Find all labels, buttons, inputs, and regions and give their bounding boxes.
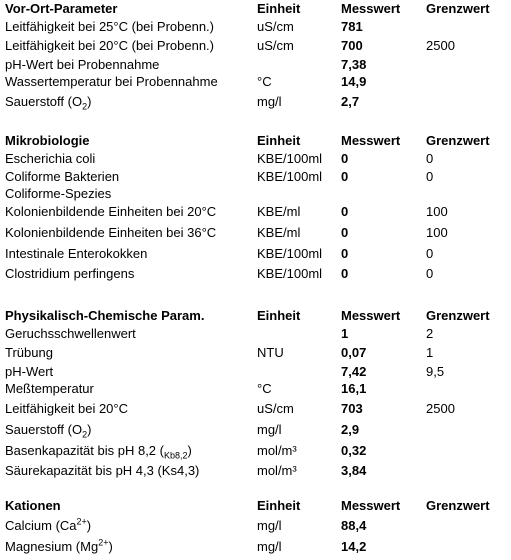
unit: mol/m³ [257,443,297,458]
unit: uS/cm [257,38,294,53]
unit: KBE/ml [257,225,301,240]
measured-value: 2,9 [341,422,360,437]
param-name: Säurekapazität bis pH 4,3 (Ks4,3) [5,463,200,478]
measured-value: 14,2 [341,539,367,554]
param-name: Geruchsschwellenwert [5,326,136,341]
param-name: Clostridium perfingens [5,266,135,281]
table-row [0,150,511,168]
col-header-limit: Grenzwert [426,133,490,148]
measured-value: 0 [341,225,349,240]
unit: °C [257,74,272,89]
unit: uS/cm [257,401,294,416]
table-row [0,56,511,74]
table-row [0,73,511,91]
unit: mg/l [257,518,282,533]
measured-value: 0,07 [341,345,367,360]
table-row [0,380,511,398]
limit-value: 2 [426,326,434,341]
param-name: Leitfähigkeit bei 25°C (bei Probenn.) [5,19,214,34]
unit: uS/cm [257,19,294,34]
section-title: Physikalisch-Chemische Param. [5,308,205,323]
param-name: Basenkapazität bis pH 8,2 $(_{Kb8,2})$ [5,443,192,461]
unit: mg/l [257,539,282,554]
param-name: Magnesium $(Mg^{2+})$ [5,537,113,554]
unit: mg/l [257,94,282,109]
param-name: Trübung [5,345,53,360]
unit: KBE/100ml [257,266,323,281]
table-row [0,18,511,36]
limit-value: 0 [426,266,434,281]
col-header-unit: Einheit [257,498,301,513]
measured-value: 88,4 [341,518,367,533]
measured-value: 781 [341,19,363,34]
col-header-limit: Grenzwert [426,1,490,16]
table-row [0,168,511,186]
unit: KBE/ml [257,204,301,219]
measured-value: 0 [341,246,349,261]
measured-value: 0 [341,266,349,281]
section-title: Mikrobiologie [5,133,90,148]
measured-value: 703 [341,401,363,416]
unit: KBE/100ml [257,169,323,184]
table-row [0,185,511,203]
param-name: Escherichia coli [5,151,96,166]
unit: °C [257,381,272,396]
table-row [0,462,511,480]
table-row [0,517,511,535]
col-header-unit: Einheit [257,1,301,16]
param-name: Sauerstoff $(O_2)$ [5,94,92,112]
param-name: Kolonienbildende Einheiten bei 20°C [5,204,217,219]
measured-value: 16,1 [341,381,367,396]
measured-value: 1 [341,326,349,341]
measured-value: 0,32 [341,443,367,458]
unit: mg/l [257,422,282,437]
section-header-kationen [0,497,511,515]
table-row [0,538,511,556]
param-name: pH-Wert [5,364,54,379]
col-header-value: Messwert [341,498,401,513]
table-row [0,421,511,439]
unit: NTU [257,345,284,360]
unit: KBE/100ml [257,246,323,261]
table-row [0,93,511,111]
limit-value: 0 [426,246,434,261]
measured-value: 3,84 [341,463,367,478]
measured-value: 14,9 [341,74,367,89]
table-row [0,37,511,55]
limit-value: 1 [426,345,434,360]
measured-value: 0 [341,169,349,184]
table-row [0,325,511,343]
measured-value: 700 [341,38,363,53]
table-row [0,442,511,460]
measured-value: 7,42 [341,364,367,379]
section-header-vor-ort [0,0,511,18]
measured-value: 0 [341,151,349,166]
table-row [0,363,511,381]
col-header-limit: Grenzwert [426,498,490,513]
col-header-value: Messwert [341,1,401,16]
col-header-limit: Grenzwert [426,308,490,323]
param-name: Coliforme Bakterien [5,169,120,184]
param-name: Coliforme-Spezies [5,186,112,201]
col-header-value: Messwert [341,308,401,323]
param-name: Intestinale Enterokokken [5,246,148,261]
param-name: Meßtemperatur [5,381,94,396]
limit-value: 100 [426,225,448,240]
section-header-mikrobiologie [0,132,511,150]
param-name: Leitfähigkeit bei 20°C (bei Probenn.) [5,38,214,53]
col-header-unit: Einheit [257,133,301,148]
unit: KBE/100ml [257,151,323,166]
param-name: Calcium $(Ca^{2+})$ [5,516,92,533]
param-name: Sauerstoff $(O_2)$ [5,422,92,440]
table-row [0,224,511,242]
limit-value: 0 [426,169,434,184]
measured-value: 0 [341,204,349,219]
limit-value: 2500 [426,401,455,416]
param-name: Kolonienbildende Einheiten bei 36°C [5,225,217,240]
limit-value: 9,5 [426,364,445,379]
limit-value: 2500 [426,38,455,53]
measured-value: 7,38 [341,57,367,72]
limit-value: 0 [426,151,434,166]
col-header-value: Messwert [341,133,401,148]
table-row [0,245,511,263]
param-name: pH-Wert bei Probennahme [5,57,160,72]
section-header-physikalisch-chemisch [0,307,511,325]
table-row [0,265,511,283]
table-row [0,400,511,418]
table-row [0,203,511,221]
section-title: Vor-Ort-Parameter [5,1,118,16]
section-title: Kationen [5,498,61,513]
limit-value: 100 [426,204,448,219]
param-name: Leitfähigkeit bei 20°C [5,401,128,416]
param-name: Wassertemperatur bei Probennahme [5,74,218,89]
table-row [0,344,511,362]
measured-value: 2,7 [341,94,360,109]
unit: mol/m³ [257,463,297,478]
col-header-unit: Einheit [257,308,301,323]
